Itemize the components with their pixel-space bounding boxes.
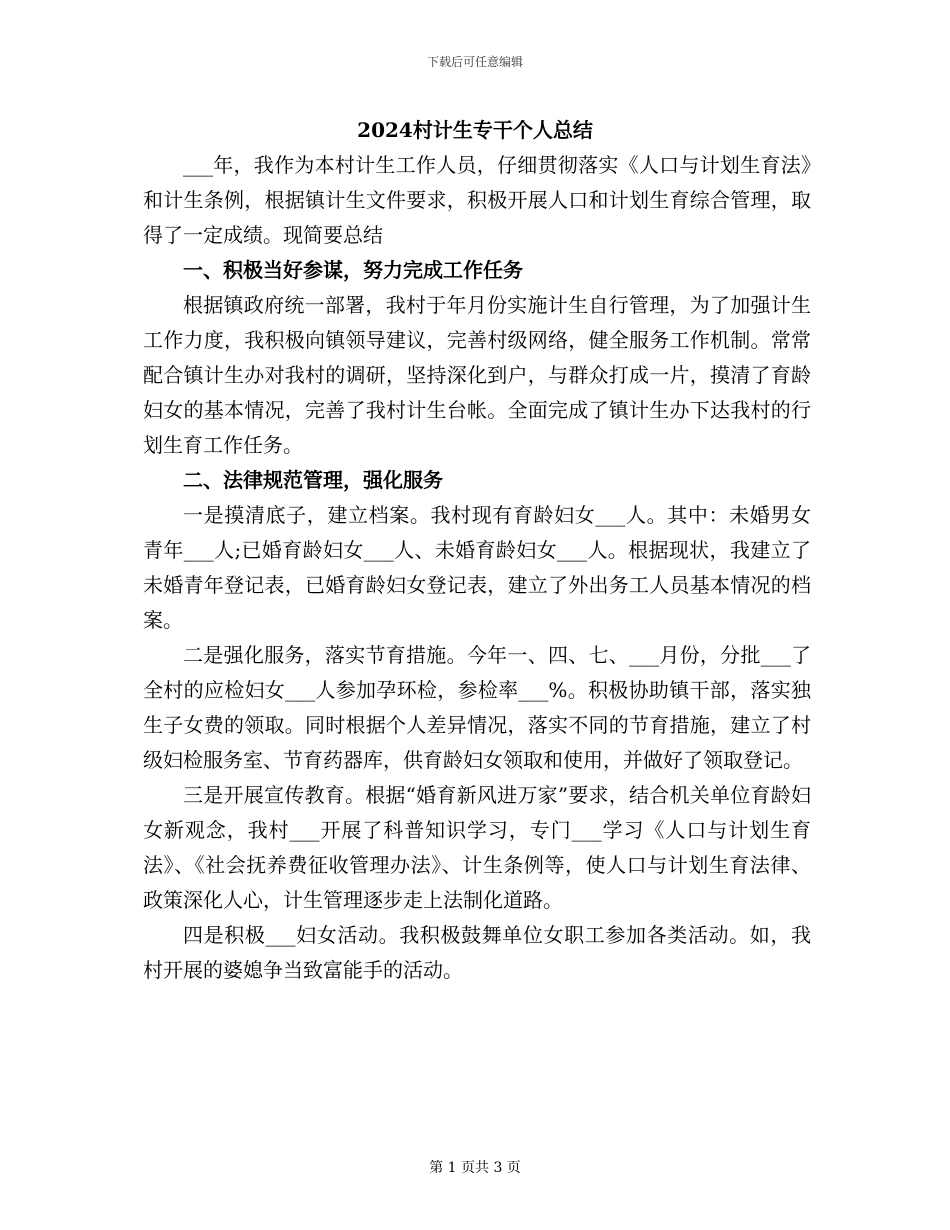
header-note: 下载后可任意编辑 [426,55,523,69]
paragraph-section-1: 根据镇政府统一部署，我村于年月份实施计生自行管理，为了加强计生工作力度，我积极向镇领导建议，完善村级网络，健全服务工作机制。常常配合镇计生办对我村的调研，坚持深化到户，与群众打成一片，摸清了育龄妇女的基本情况，完善了我村计生台帐。全面完成了镇计生办下达我村的行划生育工作任务。 [143,293,811,457]
section-heading-2: 二、法律规范管理，强化服务 [183,468,443,492]
paragraph-item-1: 一是摸清底子，建立档案。我村现有育龄妇女___人。其中：未婚男女青年___人;已婚育龄妇女___人、未婚育龄妇女___人。根据现状，我建立了未婚青年登记表，已婚育龄妇女登记表，建立了外出务工人员基本情况的档案。 [143,503,811,632]
section-heading-1: 一、积极当好参谋，努力完成工作任务 [183,258,523,282]
paragraph-intro: ___年，我作为本村计生工作人员，仔细贯彻落实《人口与计划生育法》和计生条例，根据镇计生文件要求，积极开展人口和计划生育综合管理，取得了一定成绩。现简要总结 [143,153,811,247]
page-footer: 第 1 页共 3 页 [429,1160,521,1176]
document-title: 2024村计生专干个人总结 [357,118,593,142]
paragraph-item-2: 二是强化服务，落实节育措施。今年一、四、七、___月份，分批___了全村的应检妇女___人参加孕环检，参检率___%。积极协助镇干部，落实独生子女费的领取。同时根据个人差异情况，落实不同的节育措施，建立了村级妇检服务室、节育药器库，供育龄妇女领取和使用，并做好了领取登记。 [143,643,811,772]
document-body [143,148,811,988]
paragraph-item-4: 四是积极___妇女活动。我积极鼓舞单位女职工参加各类活动。如，我村开展的婆媳争当致富能手的活动。 [143,923,811,982]
paragraph-item-3: 三是开展宣传教育。根据“婚育新风进万家”要求，结合机关单位育龄妇女新观念，我村___开展了科普知识学习，专门___学习《人口与计划生育法》、《社会抚养费征收管理办法》、计生条例等，使人口与计划生育法律、政策深化人心，计生管理逐步走上法制化道路。 [143,783,811,912]
